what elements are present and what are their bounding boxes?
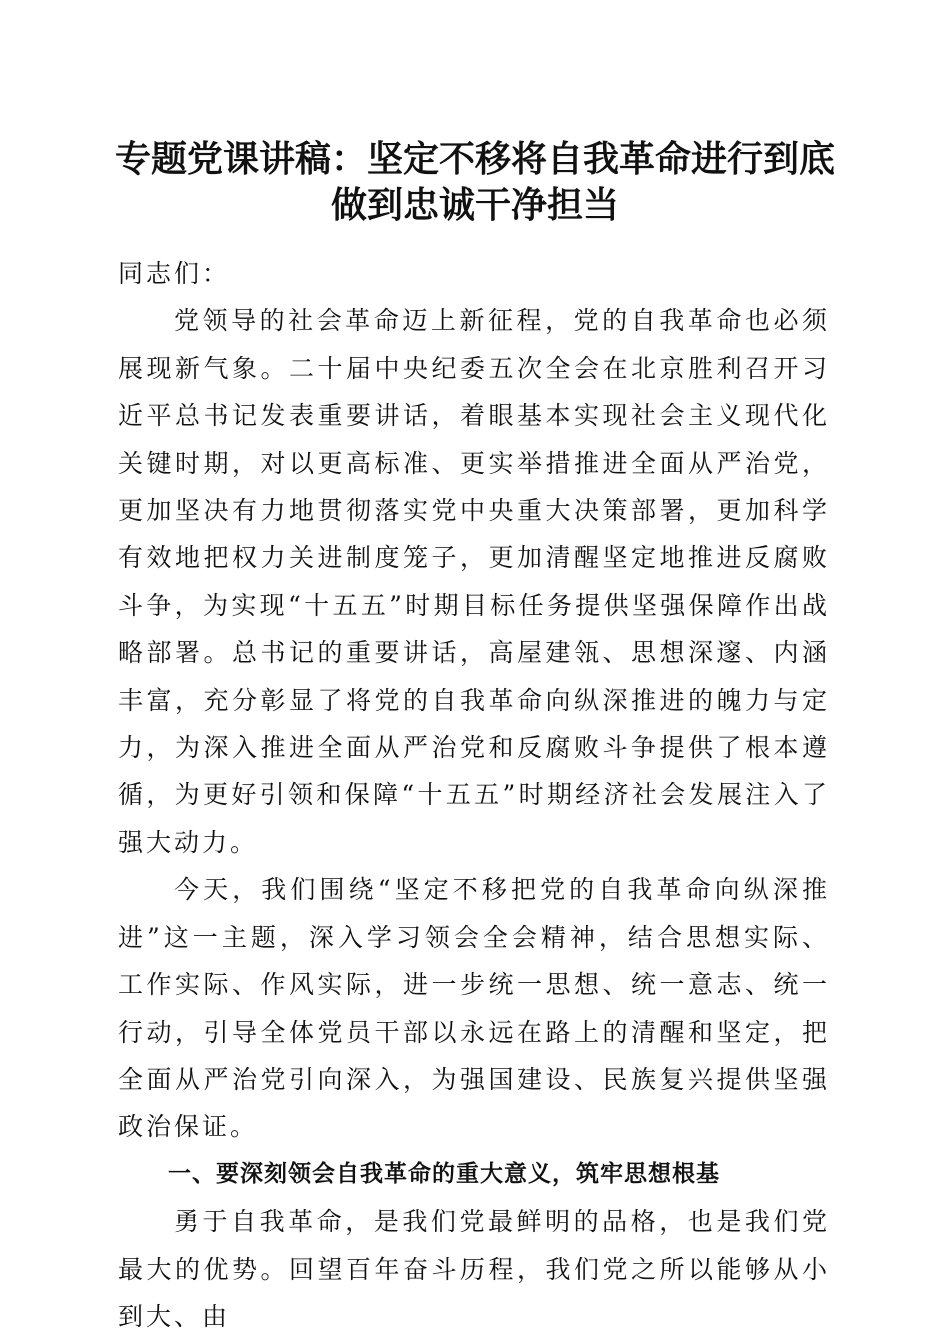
title-line-2: 做到忠诚干净担当 [330, 184, 619, 226]
document-body [118, 250, 830, 1340]
paragraph-3: 勇于自我革命，是我们党最鲜明的品格，也是我们党最大的优势。回望百年奋斗历程，我们党之所以能够从小到大、由 [118, 1207, 830, 1331]
section-heading-1: 一、要深刻领会自我革命的重大意义，筑牢思想根基 [168, 1160, 720, 1187]
paragraph-2: 今天，我们围绕“坚定不移把党的自我革命向纵深推进”这一主题，深入学习领会全会精神，结合思想实际、工作实际、作风实际，进一步统一思想、统一意志、统一行动，引导全体党员干部以永远在路上的清醒和坚定，把全面从严治党引向深入，为强国建设、民族复兴提供坚强政治保证。 [118, 875, 830, 1142]
paragraph-1: 党领导的社会革命迈上新征程，党的自我革命也必须展现新气象。二十届中央纪委五次全会在北京胜利召开习近平总书记发表重要讲话，着眼基本实现社会主义现代化关键时期，对以更高标准、更实举措推进全面从严治党，更加坚决有力地贯彻落实党中央重大决策部署，更加科学有效地把权力关进制度笼子，更加清醒坚定地推进反腐败斗争，为实现“十五五”时期目标任务提供坚强保障作出战略部署。总书记的重要讲话，高屋建瓴、思想深邃、内涵丰富，充分彰显了将党的自我革命向纵深推进的魄力与定力，为深入推进全面从严治党和反腐败斗争提供了根本遵循，为更好引领和保障“十五五”时期经济社会发展注入了强大动力。 [118, 306, 830, 857]
document-title [60, 136, 890, 228]
title-line-1: 专题党课讲稿：坚定不移将自我革命进行到底 [114, 138, 835, 180]
salutation: 同志们： [118, 259, 231, 288]
